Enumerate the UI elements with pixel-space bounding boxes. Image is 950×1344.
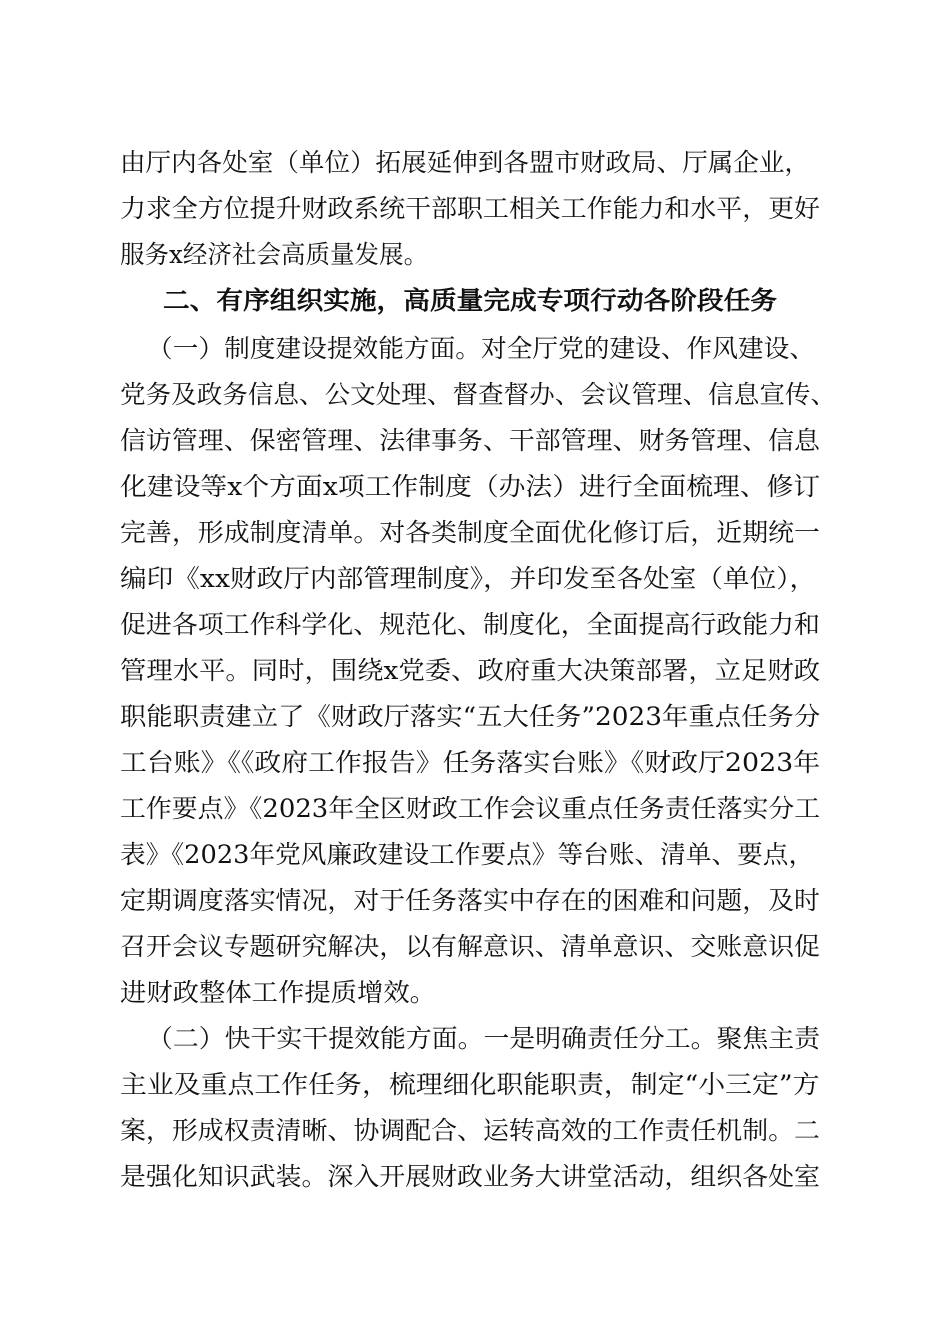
text-line: 党务及政务信息、公文处理、督查督办、会议管理、信息宣传、 — [120, 380, 837, 409]
text-line: 管理水平。同时，围绕x党委、政府重大决策部署，立足财政 — [120, 656, 821, 685]
text-line: 信访管理、保密管理、法律事务、干部管理、财务管理、信息 — [120, 426, 820, 455]
text-line: 主业及重点工作任务，梳理细化职能职责，制定“小三定”方 — [120, 1070, 820, 1099]
text-line: 定期调度落实情况，对于任务落实中存在的困难和问题，及时 — [120, 886, 820, 915]
text-line: 由厅内各处室（单位）拓展延伸到各盟市财政局、厅属企业， — [120, 148, 811, 177]
text-line: 进财政整体工作提质增效。 — [120, 978, 437, 1007]
text-line: 表》《2023年党风廉政建设工作要点》等台账、清单、要点， — [120, 840, 815, 869]
text-line: 促进各项工作科学化、规范化、制度化，全面提高行政能力和 — [120, 610, 820, 639]
text-line: 完善，形成制度清单。对各类制度全面优化修订后，近期统一 — [120, 518, 820, 547]
text-line: 召开会议专题研究解决，以有解意识、清单意识、交账意识促 — [120, 932, 820, 961]
section-heading: 二、有序组织实施，高质量完成专项行动各阶段任务 — [163, 286, 778, 315]
text-line: 编印《xx财政厅内部管理制度》，并印发至各处室（单位）， — [120, 564, 817, 593]
text-line: 工作要点》《2023年全区财政工作会议重点任务责任落实分工 — [120, 794, 821, 823]
text-line: 职能职责建立了《财政厅落实“五大任务”2023年重点任务分 — [120, 702, 821, 731]
text-line: （二）快干实干提效能方面。一是明确责任分工。聚焦主责 — [147, 1024, 821, 1053]
text-line: 是强化知识武装。深入开展财政业务大讲堂活动，组织各处室 — [120, 1162, 820, 1191]
text-line: 力求全方位提升财政系统干部职工相关工作能力和水平，更好 — [120, 194, 820, 223]
text-line: 服务x经济社会高质量发展。 — [120, 240, 429, 269]
text-line: 工台账》《《政府工作报告》任务落实台账》《财政厅2023年 — [120, 748, 821, 777]
text-line: 化建设等x个方面x项工作制度（办法）进行全面梳理、修订 — [120, 472, 821, 501]
text-line: （一）制度建设提效能方面。对全厅党的建设、作风建设、 — [147, 334, 816, 363]
text-line: 案，形成权责清晰、协调配合、运转高效的工作责任机制。二 — [120, 1116, 820, 1145]
